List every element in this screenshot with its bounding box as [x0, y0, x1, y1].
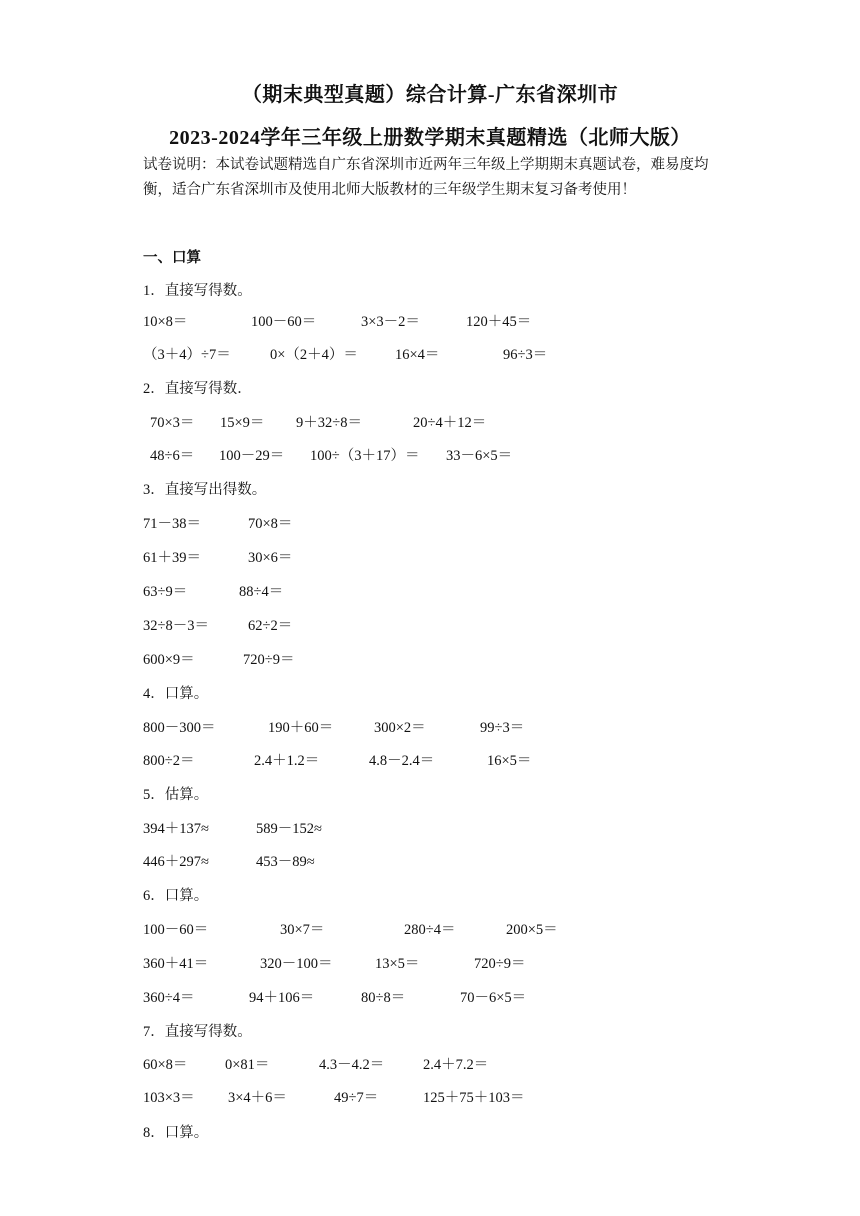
- arithmetic-problem: 125＋75＋103＝: [423, 1090, 525, 1106]
- question-title: 8．口算。: [143, 1125, 209, 1141]
- arithmetic-problem: 2.4＋7.2＝: [423, 1057, 489, 1073]
- problem-row: [0, 444, 860, 464]
- title-line-2: 2023-2024学年三年级上册数学期末真题精选（北师大版）: [169, 127, 691, 149]
- arithmetic-problem: （3＋4）÷7＝: [143, 347, 231, 363]
- arithmetic-problem: 300×2＝: [374, 720, 426, 736]
- arithmetic-problem: 320－100＝: [260, 956, 333, 972]
- arithmetic-problem: 20÷4＋12＝: [413, 415, 487, 431]
- arithmetic-problem: 80÷8＝: [361, 990, 406, 1006]
- arithmetic-problem: 99÷3＝: [480, 720, 525, 736]
- problem-row: [0, 343, 860, 363]
- problem-row: [0, 952, 860, 972]
- problem-row: [0, 512, 860, 532]
- arithmetic-problem: 190＋60＝: [268, 720, 334, 736]
- arithmetic-problem: 10×8＝: [143, 314, 188, 330]
- arithmetic-problem: 446＋297≈: [143, 854, 209, 870]
- arithmetic-problem: 13×5＝: [375, 956, 420, 972]
- arithmetic-problem: 88÷4＝: [239, 584, 284, 600]
- arithmetic-problem: 100－60＝: [143, 922, 209, 938]
- arithmetic-problem: 16×4＝: [395, 347, 440, 363]
- question-title: 5．估算。: [143, 787, 209, 803]
- problem-row: [0, 546, 860, 566]
- arithmetic-problem: 720÷9＝: [474, 956, 526, 972]
- problem-row: [0, 411, 860, 431]
- arithmetic-problem: 720÷9＝: [243, 652, 295, 668]
- arithmetic-problem: 70×3＝: [150, 415, 195, 431]
- arithmetic-problem: 800÷2＝: [143, 753, 195, 769]
- question-title: 4．口算。: [143, 686, 209, 702]
- arithmetic-problem: 33－6×5＝: [446, 448, 513, 464]
- problem-row: [0, 1086, 860, 1106]
- arithmetic-problem: 62÷2＝: [248, 618, 293, 634]
- problem-row: [0, 614, 860, 634]
- question-title: 1．直接写得数。: [143, 283, 252, 299]
- arithmetic-problem: 48÷6＝: [150, 448, 195, 464]
- arithmetic-problem: 0×（2＋4）＝: [270, 347, 358, 363]
- arithmetic-problem: 3×4＋6＝: [228, 1090, 287, 1106]
- arithmetic-problem: 103×3＝: [143, 1090, 195, 1106]
- arithmetic-problem: 394＋137≈: [143, 821, 209, 837]
- arithmetic-problem: 2.4＋1.2＝: [254, 753, 320, 769]
- arithmetic-problem: 3×3－2＝: [361, 314, 420, 330]
- arithmetic-problem: 16×5＝: [487, 753, 532, 769]
- question-title: 3．直接写出得数。: [143, 482, 267, 498]
- arithmetic-problem: 63÷9＝: [143, 584, 188, 600]
- section-heading: 一、口算: [143, 250, 201, 266]
- question-title: 2．直接写得数．: [143, 381, 252, 397]
- arithmetic-problem: 61＋39＝: [143, 550, 201, 566]
- problem-row: [0, 580, 860, 600]
- arithmetic-problem: 0×81＝: [225, 1057, 270, 1073]
- arithmetic-problem: 70×8＝: [248, 516, 293, 532]
- arithmetic-problem: 49÷7＝: [334, 1090, 379, 1106]
- arithmetic-problem: 94＋106＝: [249, 990, 315, 1006]
- arithmetic-problem: 30×7＝: [280, 922, 325, 938]
- arithmetic-problem: 100－29＝: [219, 448, 285, 464]
- question-title: 7．直接写得数。: [143, 1024, 252, 1040]
- question-title: 6．口算。: [143, 888, 209, 904]
- arithmetic-problem: 15×9＝: [220, 415, 265, 431]
- arithmetic-problem: 800－300＝: [143, 720, 216, 736]
- arithmetic-problem: 280÷4＝: [404, 922, 456, 938]
- arithmetic-problem: 30×6＝: [248, 550, 293, 566]
- arithmetic-problem: 200×5＝: [506, 922, 558, 938]
- arithmetic-problem: 4.8－2.4＝: [369, 753, 435, 769]
- problem-row: [0, 310, 860, 330]
- arithmetic-problem: 360＋41＝: [143, 956, 209, 972]
- problem-row: [0, 918, 860, 938]
- arithmetic-problem: 9＋32÷8＝: [296, 415, 362, 431]
- arithmetic-problem: 60×8＝: [143, 1057, 188, 1073]
- problem-row: [0, 817, 860, 837]
- arithmetic-problem: 360÷4＝: [143, 990, 195, 1006]
- arithmetic-problem: 120＋45＝: [466, 314, 532, 330]
- arithmetic-problem: 4.3－4.2＝: [319, 1057, 385, 1073]
- arithmetic-problem: 453－89≈: [256, 854, 315, 870]
- intro-text: 试卷说明：本试卷试题精选自广东省深圳市近两年三年级上学期期末真题试卷，难易度均衡，适合广东省深圳市及使用北师大版教材的三年级学生期末复习备考使用！: [143, 157, 709, 198]
- arithmetic-problem: 589－152≈: [256, 821, 322, 837]
- problem-row: [0, 986, 860, 1006]
- arithmetic-problem: 71－38＝: [143, 516, 201, 532]
- problem-row: [0, 749, 860, 769]
- problem-row: [0, 850, 860, 870]
- arithmetic-problem: 70－6×5＝: [460, 990, 527, 1006]
- title-line-1: （期末典型真题）综合计算-广东省深圳市: [241, 84, 619, 106]
- problem-row: [0, 716, 860, 736]
- arithmetic-problem: 96÷3＝: [503, 347, 548, 363]
- arithmetic-problem: 32÷8－3＝: [143, 618, 209, 634]
- arithmetic-problem: 600×9＝: [143, 652, 195, 668]
- arithmetic-problem: 100－60＝: [251, 314, 317, 330]
- problem-row: [0, 648, 860, 668]
- arithmetic-problem: 100÷（3＋17）＝: [310, 448, 420, 464]
- problem-row: [0, 1053, 860, 1073]
